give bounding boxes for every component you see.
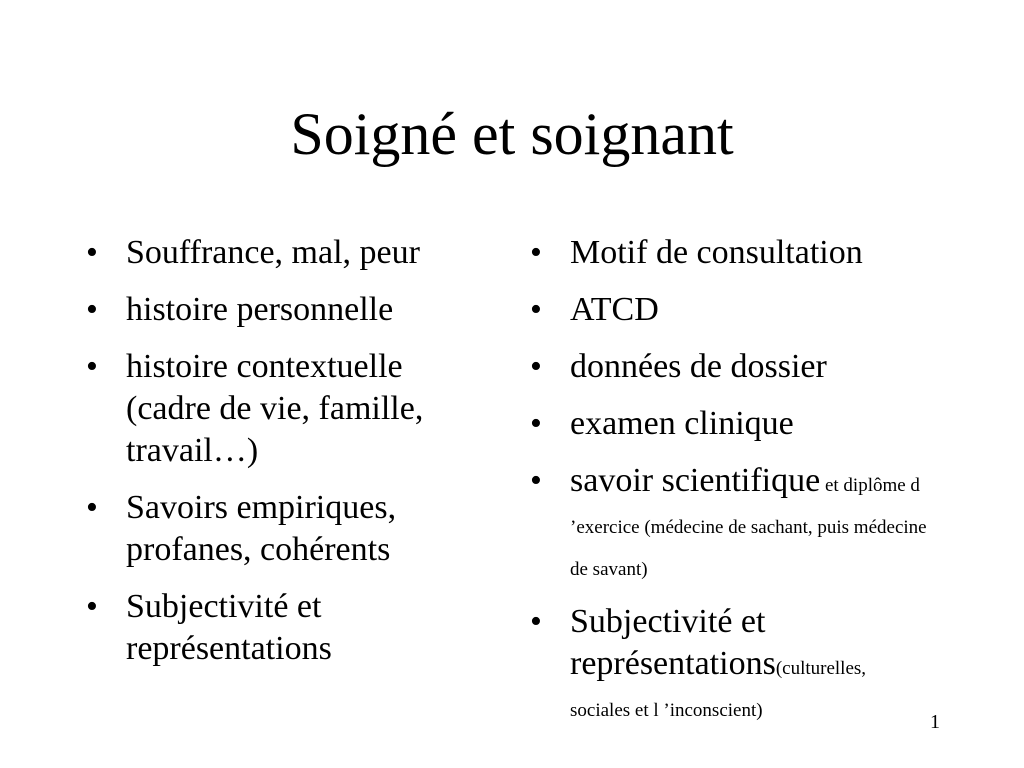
list-item-text: savoir scientifique — [570, 462, 821, 499]
list-item — [86, 289, 486, 331]
bullet-icon: • — [86, 489, 98, 526]
list-item-text: données de dossier — [570, 348, 827, 385]
bullet-icon: • — [86, 348, 98, 385]
bullet-icon: • — [530, 462, 542, 499]
list-item — [530, 460, 930, 586]
list-item — [530, 289, 930, 331]
left-bullet-list — [86, 232, 486, 685]
list-item-text: Subjectivité et représentations — [126, 588, 332, 667]
bullet-icon: • — [86, 234, 98, 271]
list-item — [530, 232, 930, 274]
bullet-icon: • — [530, 291, 542, 328]
list-item — [86, 232, 486, 274]
list-item-text: examen clinique — [570, 405, 794, 442]
list-item — [86, 346, 486, 472]
list-item-text: histoire personnelle — [126, 291, 394, 328]
right-bullet-list — [530, 232, 930, 742]
slide-title: Soigné et soignant — [290, 101, 734, 167]
page-number: 1 — [930, 711, 940, 733]
list-item — [86, 586, 486, 670]
list-item-text: Savoirs empiriques, profanes, cohérents — [126, 489, 397, 568]
list-item-note: (culturelles, sociales et l ’inconscient) — [570, 658, 867, 721]
bullet-icon: • — [530, 603, 542, 640]
list-item — [530, 601, 930, 727]
list-item-text: Souffrance, mal, peur — [126, 234, 420, 271]
bullet-icon: • — [530, 348, 542, 385]
list-item-text: histoire contextuelle (cadre de vie, famille, travail…) — [126, 348, 424, 469]
bullet-icon: • — [86, 291, 98, 328]
list-item-note: et diplôme d ’exercice (médecine de sachant, puis médecine de savant) — [570, 475, 927, 580]
list-item — [86, 487, 486, 571]
bullet-icon: • — [86, 588, 98, 625]
list-item — [530, 346, 930, 388]
list-item-text: ATCD — [570, 291, 659, 328]
bullet-icon: • — [530, 234, 542, 271]
list-item-text: Motif de consultation — [570, 234, 863, 271]
list-item-text: Subjectivité et représentations — [570, 603, 776, 682]
bullet-icon: • — [530, 405, 542, 442]
list-item — [530, 403, 930, 445]
